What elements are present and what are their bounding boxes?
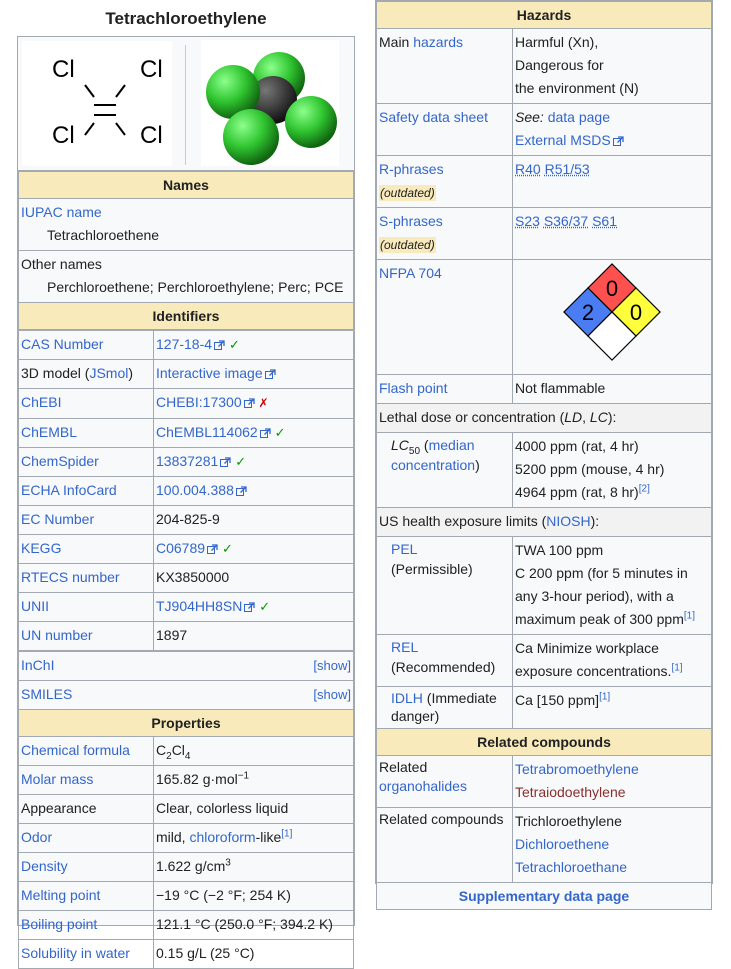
molar-mass-value: 165.82 g·mol$^{-1}$ [154, 766, 354, 795]
identifier-label-link[interactable]: CAS Number [21, 336, 104, 352]
other-names-row [19, 251, 354, 303]
nfpa-704-link[interactable]: NFPA 704 [379, 265, 442, 281]
identifier-value [154, 360, 354, 389]
iupac-name-link[interactable]: IUPAC name [21, 204, 102, 220]
identifier-value-text: 1897 [156, 627, 188, 643]
right-infobox [375, 0, 713, 904]
identifier-value [154, 535, 354, 564]
r-phrases-label [377, 156, 513, 208]
identifier-value-link[interactable]: TJ904HH8SN [156, 598, 243, 614]
left-table [18, 171, 354, 330]
identifier-row [19, 360, 354, 389]
external-link-icon [220, 457, 231, 467]
identifier-value [154, 477, 354, 506]
smiles-link[interactable]: SMILES [21, 686, 73, 702]
identifier-value [154, 331, 354, 360]
other-names-label: Other names [21, 256, 102, 272]
image-row [18, 37, 354, 171]
flash-point-value: Not flammable [513, 375, 712, 404]
identifier-row [19, 448, 354, 477]
identifier-value [154, 448, 354, 477]
identifier-value [154, 564, 354, 593]
identifier-value-link[interactable]: 127-18-4 [156, 336, 213, 352]
molar-mass-link[interactable]: Molar mass [21, 771, 94, 787]
lethal-dose-header: Lethal dose or concentration (LD, LC): [377, 404, 712, 433]
verified-check-icon: ✓ [259, 599, 271, 614]
s-phrase[interactable]: S23 [515, 213, 540, 229]
cl-label: Cl [52, 122, 75, 149]
properties-header: Properties [19, 710, 354, 737]
identifiers-table [18, 330, 354, 651]
hazards-header: Hazards [377, 2, 712, 29]
us-exposure-header: US health exposure limits (NIOSH): [377, 508, 712, 537]
niosh-link[interactable]: NIOSH [546, 513, 591, 529]
identifier-row [19, 593, 354, 622]
supplementary-data-page-link[interactable]: Supplementary data page [458, 888, 630, 904]
cl-label: Cl [52, 56, 75, 83]
identifier-value-link[interactable]: 100.004.388 [156, 482, 234, 498]
smiles-row [19, 681, 354, 710]
identifier-label-link[interactable]: ChEBI [21, 394, 62, 410]
odor-value: mild, chloroform-like[1] [154, 824, 354, 853]
identifier-value [154, 622, 354, 651]
s-phrases-link[interactable]: S-phrases [379, 213, 443, 229]
s-phrases-label [377, 208, 513, 260]
external-link-icon [244, 398, 255, 408]
external-link-icon [244, 602, 255, 612]
boiling-point-value: 121.1 °C (250.0 °F; 394.2 K) [154, 911, 354, 940]
identifier-value-link[interactable]: Interactive image [156, 365, 263, 381]
unverified-cross-icon: ✗ [258, 396, 269, 410]
pel-label: PEL (Permissible) [377, 537, 513, 635]
nfpa-fire-value: 0 [605, 276, 619, 301]
related-compounds-label: Related compounds [377, 808, 513, 883]
verified-check-icon: ✓ [228, 337, 240, 352]
trichloroethylene-text: Trichloroethylene [515, 813, 622, 829]
density-link[interactable]: Density [21, 858, 68, 874]
identifier-label-link[interactable]: UNII [21, 598, 49, 614]
identifiers-header: Identifiers [19, 303, 354, 330]
left-table-rest [18, 651, 354, 969]
s-phrase[interactable]: S36/37 [543, 213, 589, 229]
identifier-label-link[interactable]: KEGG [21, 540, 62, 556]
rel-label: REL (Recommended) [377, 635, 513, 687]
ref-link[interactable]: [1] [683, 610, 695, 622]
identifier-row [19, 506, 354, 535]
outdated-badge: (outdated) [380, 238, 435, 252]
identifier-row [19, 389, 354, 419]
cl-label: Cl [140, 56, 163, 83]
idlh-label: IDLH (Immediate danger) [377, 687, 513, 729]
identifier-row [19, 622, 354, 651]
ref-link[interactable]: [1] [599, 691, 611, 703]
tetrabromoethylene-link[interactable]: Tetrabromoethylene [515, 761, 639, 777]
r-phrases-link[interactable]: R-phrases [379, 161, 444, 177]
s-phrase[interactable]: S61 [592, 213, 617, 229]
organohalides-link[interactable]: organohalides [379, 778, 467, 794]
identifier-label-link[interactable]: ChEMBL [21, 424, 78, 440]
identifier-value-link[interactable]: ChEMBL114062 [156, 424, 258, 440]
rel-link[interactable]: REL [391, 639, 419, 655]
identifier-value-link[interactable]: C06789 [156, 540, 206, 556]
chemical-formula-link[interactable]: Chemical formula [21, 742, 130, 758]
related-organohalides-value [513, 756, 712, 808]
r-phrase[interactable]: R51/53 [544, 161, 590, 177]
solubility-link[interactable]: Solubility in water [21, 945, 130, 961]
appearance-label: Appearance [19, 795, 154, 824]
appearance-value: Clear, colorless liquid [154, 795, 354, 824]
nfpa-cell [513, 260, 712, 375]
identifier-label-link[interactable]: ECHA InfoCard [21, 482, 117, 498]
external-link-icon [236, 486, 247, 496]
median-concentration-link[interactable]: median concentration [391, 437, 476, 473]
hazards-link[interactable]: hazards [413, 34, 464, 50]
nfpa-diamond[interactable] [560, 260, 664, 364]
identifier-row [19, 477, 354, 506]
space-filling-model-image[interactable] [201, 40, 339, 166]
chloroform-link[interactable]: chloroform [189, 829, 256, 845]
page-title: Tetrachloroethylene [105, 9, 267, 28]
names-header: Names [19, 172, 354, 199]
lc50-label: $LC_{50}$ (median concentration) [377, 433, 513, 508]
other-names-value: Perchloroethene; Perchloroethylene; Perc; PCE [47, 279, 344, 295]
idlh-value: Ca [150 ppm][1] [513, 687, 712, 729]
nfpa-reactivity-value: 0 [629, 300, 643, 325]
tetrachloroethane-link[interactable]: Tetrachloroethane [515, 859, 628, 875]
melting-point-link[interactable]: Melting point [21, 887, 101, 903]
external-link-icon [207, 544, 218, 554]
structural-formula-image[interactable] [22, 41, 172, 166]
identifier-row [19, 535, 354, 564]
melting-point-value: −19 °C (−2 °F; 254 K) [154, 882, 354, 911]
pel-value: TWA 100 ppm C 200 ppm (for 5 minutes in any 3-hour period), with a maximum peak of 300 ppm[1] [513, 537, 712, 635]
identifier-label: 3D model (JSmol) [19, 360, 154, 389]
inchi-row [19, 652, 354, 681]
identifier-row [19, 564, 354, 593]
identifier-value-link[interactable]: 13837281 [156, 453, 219, 469]
related-organohalides-label: Related organohalides [377, 756, 513, 808]
ref-link[interactable]: [1] [281, 828, 293, 840]
main-hazards-label: Main hazards [377, 29, 513, 104]
chemical-formula-value: $C_2Cl_4$ [154, 737, 354, 766]
data-page-link[interactable]: data page [547, 109, 610, 125]
inchi-show-toggle[interactable]: [show] [313, 658, 351, 673]
identifier-row [19, 331, 354, 360]
related-compounds-header: Related compounds [377, 729, 712, 756]
supplementary-row [377, 883, 712, 910]
verified-check-icon: ✓ [221, 541, 233, 556]
identifier-value-text: 204-825-9 [156, 511, 220, 527]
ref-link[interactable]: [1] [671, 662, 683, 674]
inchi-link[interactable]: InChI [21, 657, 55, 673]
jsmol-link[interactable]: JSmol [89, 365, 129, 381]
external-link-icon [260, 428, 271, 438]
odor-link[interactable]: Odor [21, 829, 53, 845]
iupac-row [19, 199, 354, 251]
cl-label: Cl [140, 122, 163, 149]
identifier-value [154, 389, 354, 419]
identifier-value [154, 593, 354, 622]
identifier-label-link[interactable]: RTECS number [21, 569, 120, 585]
boiling-point-link[interactable]: Boiling point [21, 916, 98, 932]
r-phrases-value [513, 156, 712, 208]
identifier-value-text: KX3850000 [156, 569, 230, 585]
identifier-row [19, 419, 354, 448]
verified-check-icon: ✓ [235, 454, 247, 469]
left-infobox [17, 36, 355, 961]
iupac-name-value: Tetrachloroethene [47, 227, 160, 243]
dichloroethene-link[interactable]: Dichloroethene [515, 836, 610, 852]
external-msds-link[interactable]: External MSDS [515, 132, 611, 148]
related-compounds-value [513, 808, 712, 883]
ref-link[interactable]: [2] [638, 483, 650, 495]
identifier-value-link[interactable]: CHEBI:17300 [156, 394, 242, 410]
density-value: 1.622 $g/cm^3$ [154, 853, 354, 882]
identifier-label-link[interactable]: UN number [21, 627, 93, 643]
solubility-value: 0.15 g/L (25 °C) [154, 940, 354, 969]
sds-link[interactable]: Safety data sheet [379, 109, 488, 125]
smiles-show-toggle[interactable]: [show] [313, 687, 351, 702]
tetraiodoethylene-link[interactable]: Tetraiodoethylene [515, 784, 626, 800]
external-link-icon [214, 340, 225, 350]
s-phrases-value [513, 208, 712, 260]
idlh-link[interactable]: IDLH [391, 690, 423, 706]
pel-link[interactable]: PEL [391, 541, 418, 557]
verified-check-icon: ✓ [274, 425, 286, 440]
image-divider [185, 45, 186, 165]
external-link-icon [613, 136, 624, 146]
flash-point-link[interactable]: Flash point [379, 380, 448, 396]
identifier-label-link[interactable]: EC Number [21, 511, 95, 527]
identifier-value [154, 506, 354, 535]
identifier-value [154, 419, 354, 448]
outdated-badge: (outdated) [380, 186, 435, 200]
lc50-value: 4000 ppm (rat, 4 hr) 5200 ppm (mouse, 4 hr) 4964 ppm (rat, 8 hr)[2] [513, 433, 712, 508]
identifier-label-link[interactable]: ChemSpider [21, 453, 99, 469]
nfpa-health-value: 2 [581, 300, 595, 325]
main-hazards-value: Harmful (Xn), Dangerous for the environment (N) [513, 29, 712, 104]
sds-value: See: data page External MSDS [513, 104, 712, 156]
r-phrase[interactable]: R40 [515, 161, 541, 177]
external-link-icon [265, 369, 276, 379]
rel-value: Ca Minimize workplace exposure concentrations.[1] [513, 635, 712, 687]
right-table [376, 1, 712, 910]
